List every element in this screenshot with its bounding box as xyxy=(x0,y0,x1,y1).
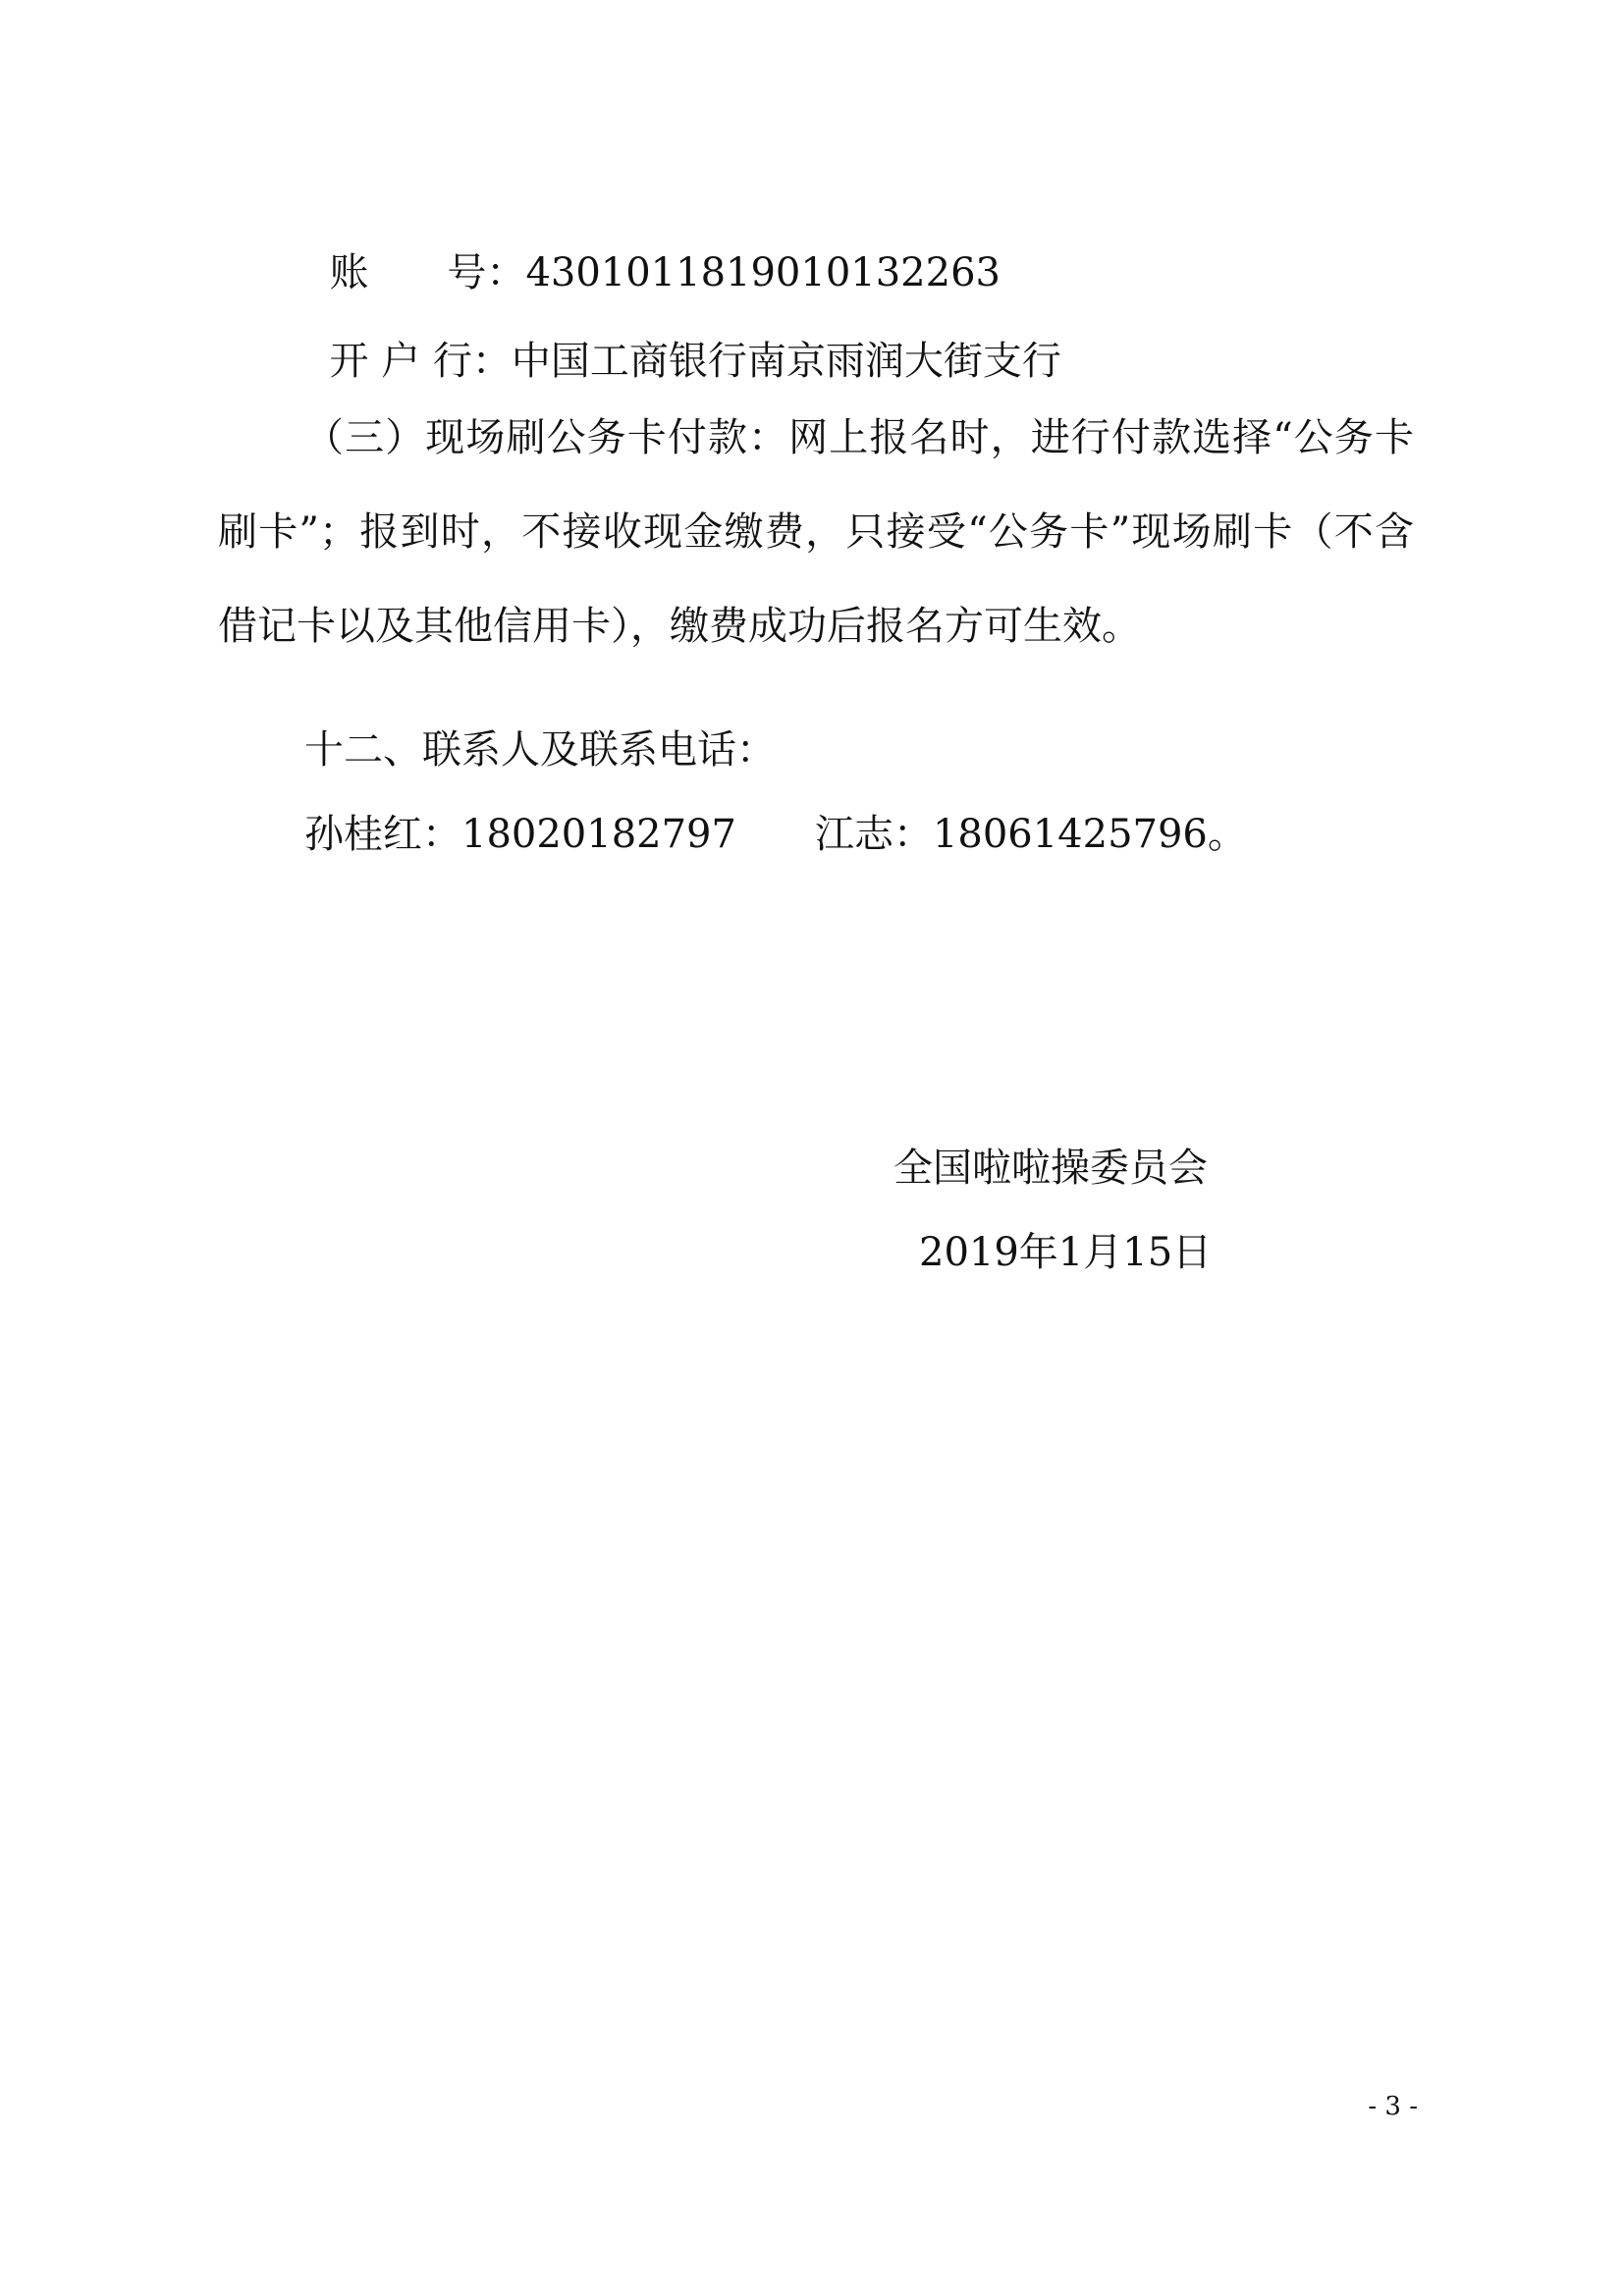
signature-organization: 全国啦啦操委员会 xyxy=(893,1146,1208,1191)
contacts-line: 孙桂红：18020182797 江志：18061425796。 xyxy=(304,812,1247,857)
page-number: - 3 - xyxy=(1368,2092,1418,2121)
bank-label: 开 户 行： xyxy=(329,339,512,384)
bank-name: 中国工商银行南京雨润大街支行 xyxy=(511,339,1061,384)
payment-section-3-paragraph: （三）现场刷公务卡付款：网上报名时，进行付款选择“公务卡刷卡”；报到时，不接收现金缴费，只接受“公务卡”现场刷卡（不含借记卡以及其他信用卡），缴费成功后报名方可生效。 xyxy=(218,415,1414,649)
bank-line xyxy=(304,291,1061,385)
contacts-heading: 十二、联系人及联系电话： xyxy=(304,727,776,773)
account-line xyxy=(304,202,1001,296)
account-label: 账 号： xyxy=(329,250,526,295)
signature-date: 2019年1月15日 xyxy=(919,1230,1213,1275)
account-number: 4301011819010132263 xyxy=(525,250,1001,295)
